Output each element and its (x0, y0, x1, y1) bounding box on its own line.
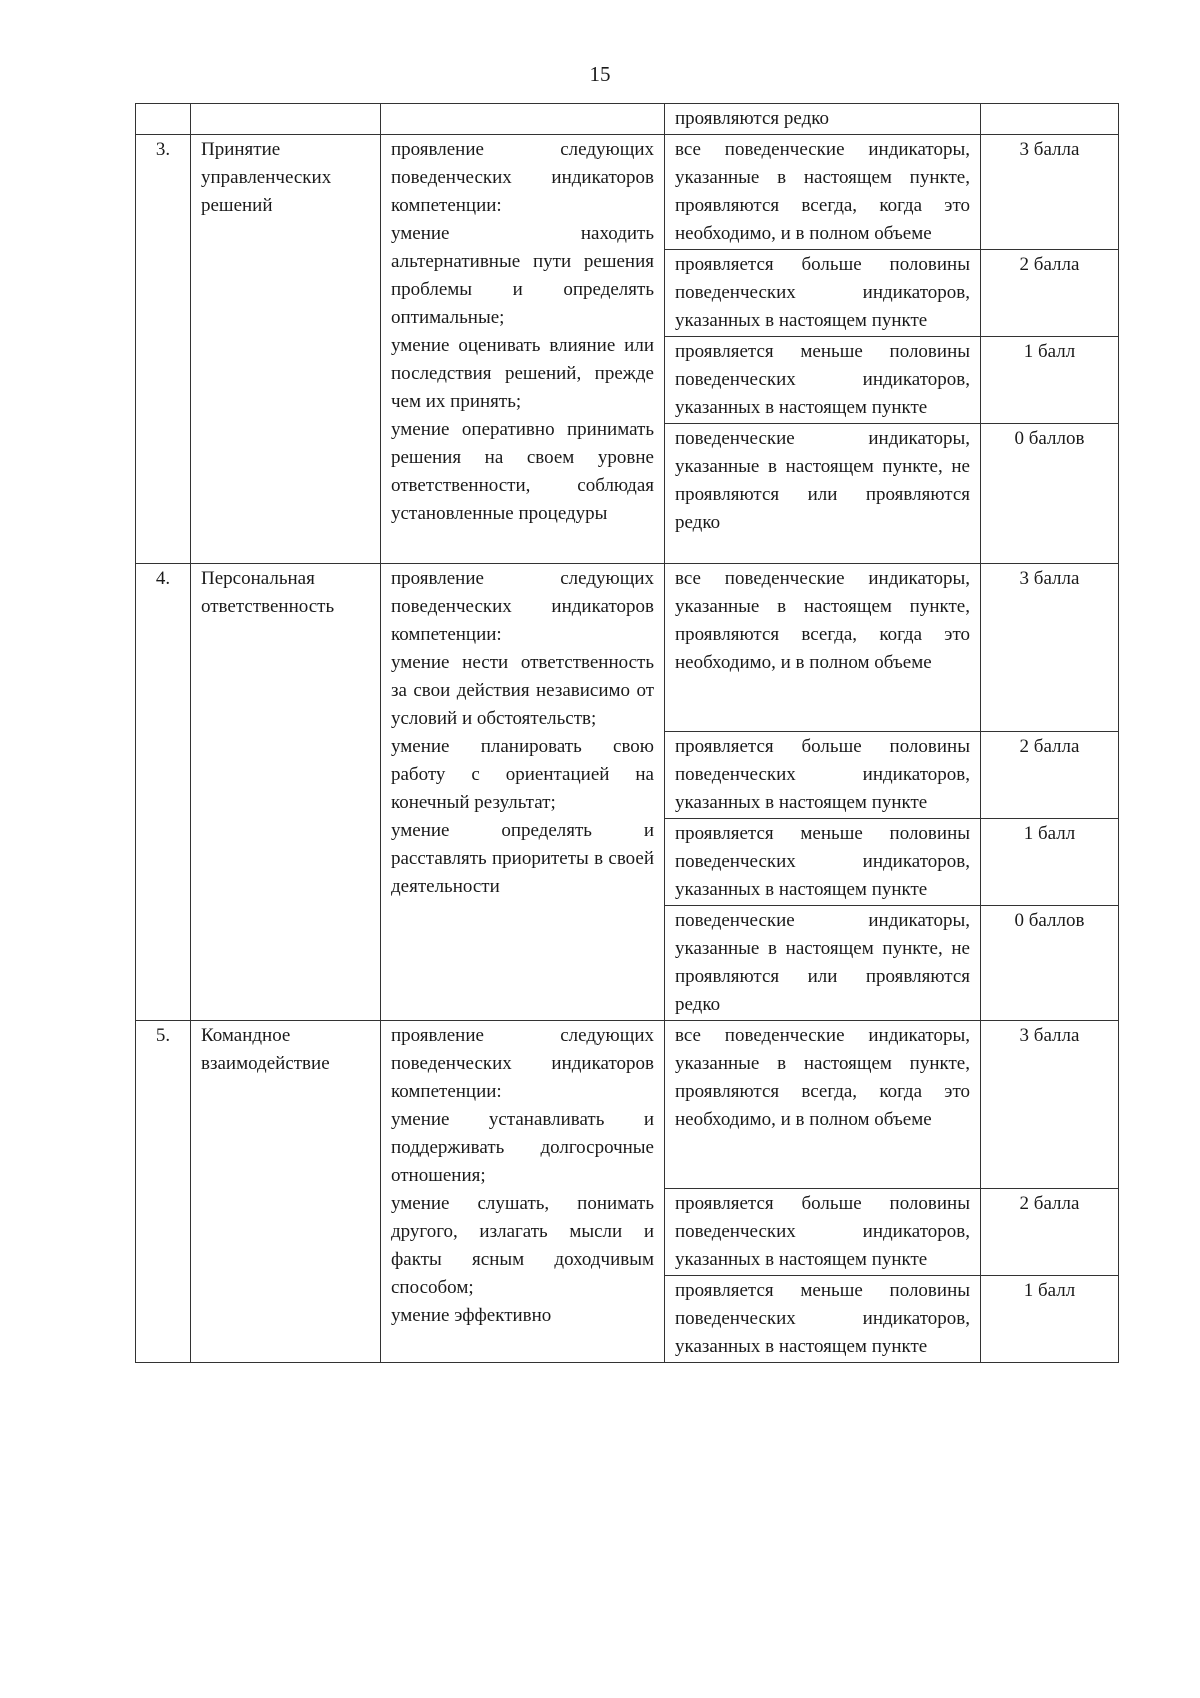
score-cell: 0 баллов (981, 424, 1119, 564)
competency-name-line: ответственность (201, 596, 335, 617)
competency-name-line: взаимодействие (201, 1053, 330, 1074)
competency-name (191, 1021, 381, 1363)
indicator-cell: проявляется больше половины поведенческих индикаторов, указанных в настоящем пункте (665, 732, 981, 819)
competency-name-line: управленческих (201, 167, 332, 188)
competency-description (381, 135, 665, 564)
empty-cell (981, 104, 1119, 135)
score-cell: 2 балла (981, 1189, 1119, 1276)
competency-name (191, 564, 381, 1021)
indicator-cell: все поведенческие индикаторы, указанные в настоящем пункте, проявляются всегда, когда это необходимо, и в полном объеме (665, 564, 981, 732)
score-cell: 3 балла (981, 564, 1119, 732)
competency-name-line: решений (201, 195, 273, 216)
description-paragraph: умение нести ответственность за свои действия независимо от условий и обстоятельств; (391, 652, 654, 729)
page-number: 15 (589, 62, 611, 86)
indicator-cell: проявляются редко (665, 104, 981, 135)
competency-row-5 (136, 1021, 1119, 1189)
description-paragraph: умение оценивать влияние или последствия решений, прежде чем их принять; (391, 335, 654, 412)
indicator-cell: проявляется меньше половины поведенческих индикаторов, указанных в настоящем пункте (665, 337, 981, 424)
empty-cell (191, 104, 381, 135)
competency-name (191, 135, 381, 564)
row-number: 3. (136, 135, 191, 564)
indicator-cell: проявляется больше половины поведенческих индикаторов, указанных в настоящем пункте (665, 1189, 981, 1276)
indicator-cell: проявляется меньше половины поведенческих индикаторов, указанных в настоящем пункте (665, 819, 981, 906)
description-paragraph: проявление следующих поведенческих индикаторов компетенции: (391, 139, 654, 216)
competency-name-line: Принятие (201, 139, 281, 160)
description-paragraph: проявление следующих поведенческих индикаторов компетенции: (391, 1025, 654, 1102)
indicator-cell: все поведенческие индикаторы, указанные в настоящем пункте, проявляются всегда, когда это необходимо, и в полном объеме (665, 1021, 981, 1189)
indicator-cell: поведенческие индикаторы, указанные в настоящем пункте, не проявляются или проявляются редко (665, 424, 981, 564)
row-number: 5. (136, 1021, 191, 1363)
score-cell: 1 балл (981, 337, 1119, 424)
indicator-cell: все поведенческие индикаторы, указанные в настоящем пункте, проявляются всегда, когда это необходимо, и в полном объеме (665, 135, 981, 250)
score-cell: 0 баллов (981, 906, 1119, 1021)
indicator-cell: проявляется больше половины поведенческих индикаторов, указанных в настоящем пункте (665, 250, 981, 337)
competency-row-4 (136, 564, 1119, 732)
description-paragraph: умение оперативно принимать решения на своем уровне ответственности, соблюдая установленные процедуры (391, 419, 654, 524)
competency-row-3 (136, 135, 1119, 250)
score-cell: 1 балл (981, 1276, 1119, 1363)
score-cell: 3 балла (981, 135, 1119, 250)
empty-cell (381, 104, 665, 135)
description-paragraph: умение слушать, понимать другого, излагать мысли и факты ясным доходчивым способом; (391, 1193, 654, 1298)
description-paragraph: умение определять и расставлять приоритеты в своей деятельности (391, 820, 654, 897)
row-number: 4. (136, 564, 191, 1021)
competency-description (381, 564, 665, 1021)
competency-table (135, 103, 1119, 1363)
description-paragraph: умение планировать свою работу с ориентацией на конечный результат; (391, 736, 654, 813)
score-cell: 3 балла (981, 1021, 1119, 1189)
competency-description (381, 1021, 665, 1363)
empty-cell (136, 104, 191, 135)
description-paragraph: умение эффективно (391, 1305, 552, 1326)
description-paragraph: умение находить альтернативные пути решения проблемы и определять оптимальные; (391, 223, 654, 328)
indicator-cell: поведенческие индикаторы, указанные в настоящем пункте, не проявляются или проявляются редко (665, 906, 981, 1021)
score-cell: 2 балла (981, 732, 1119, 819)
description-paragraph: умение устанавливать и поддерживать долгосрочные отношения; (391, 1109, 654, 1186)
description-paragraph: проявление следующих поведенческих индикаторов компетенции: (391, 568, 654, 645)
continuation-row (136, 104, 1119, 135)
competency-name-line: Персональная (201, 568, 315, 589)
competency-name-line: Командное (201, 1025, 291, 1046)
indicator-cell: проявляется меньше половины поведенческих индикаторов, указанных в настоящем пункте (665, 1276, 981, 1363)
score-cell: 1 балл (981, 819, 1119, 906)
score-cell: 2 балла (981, 250, 1119, 337)
